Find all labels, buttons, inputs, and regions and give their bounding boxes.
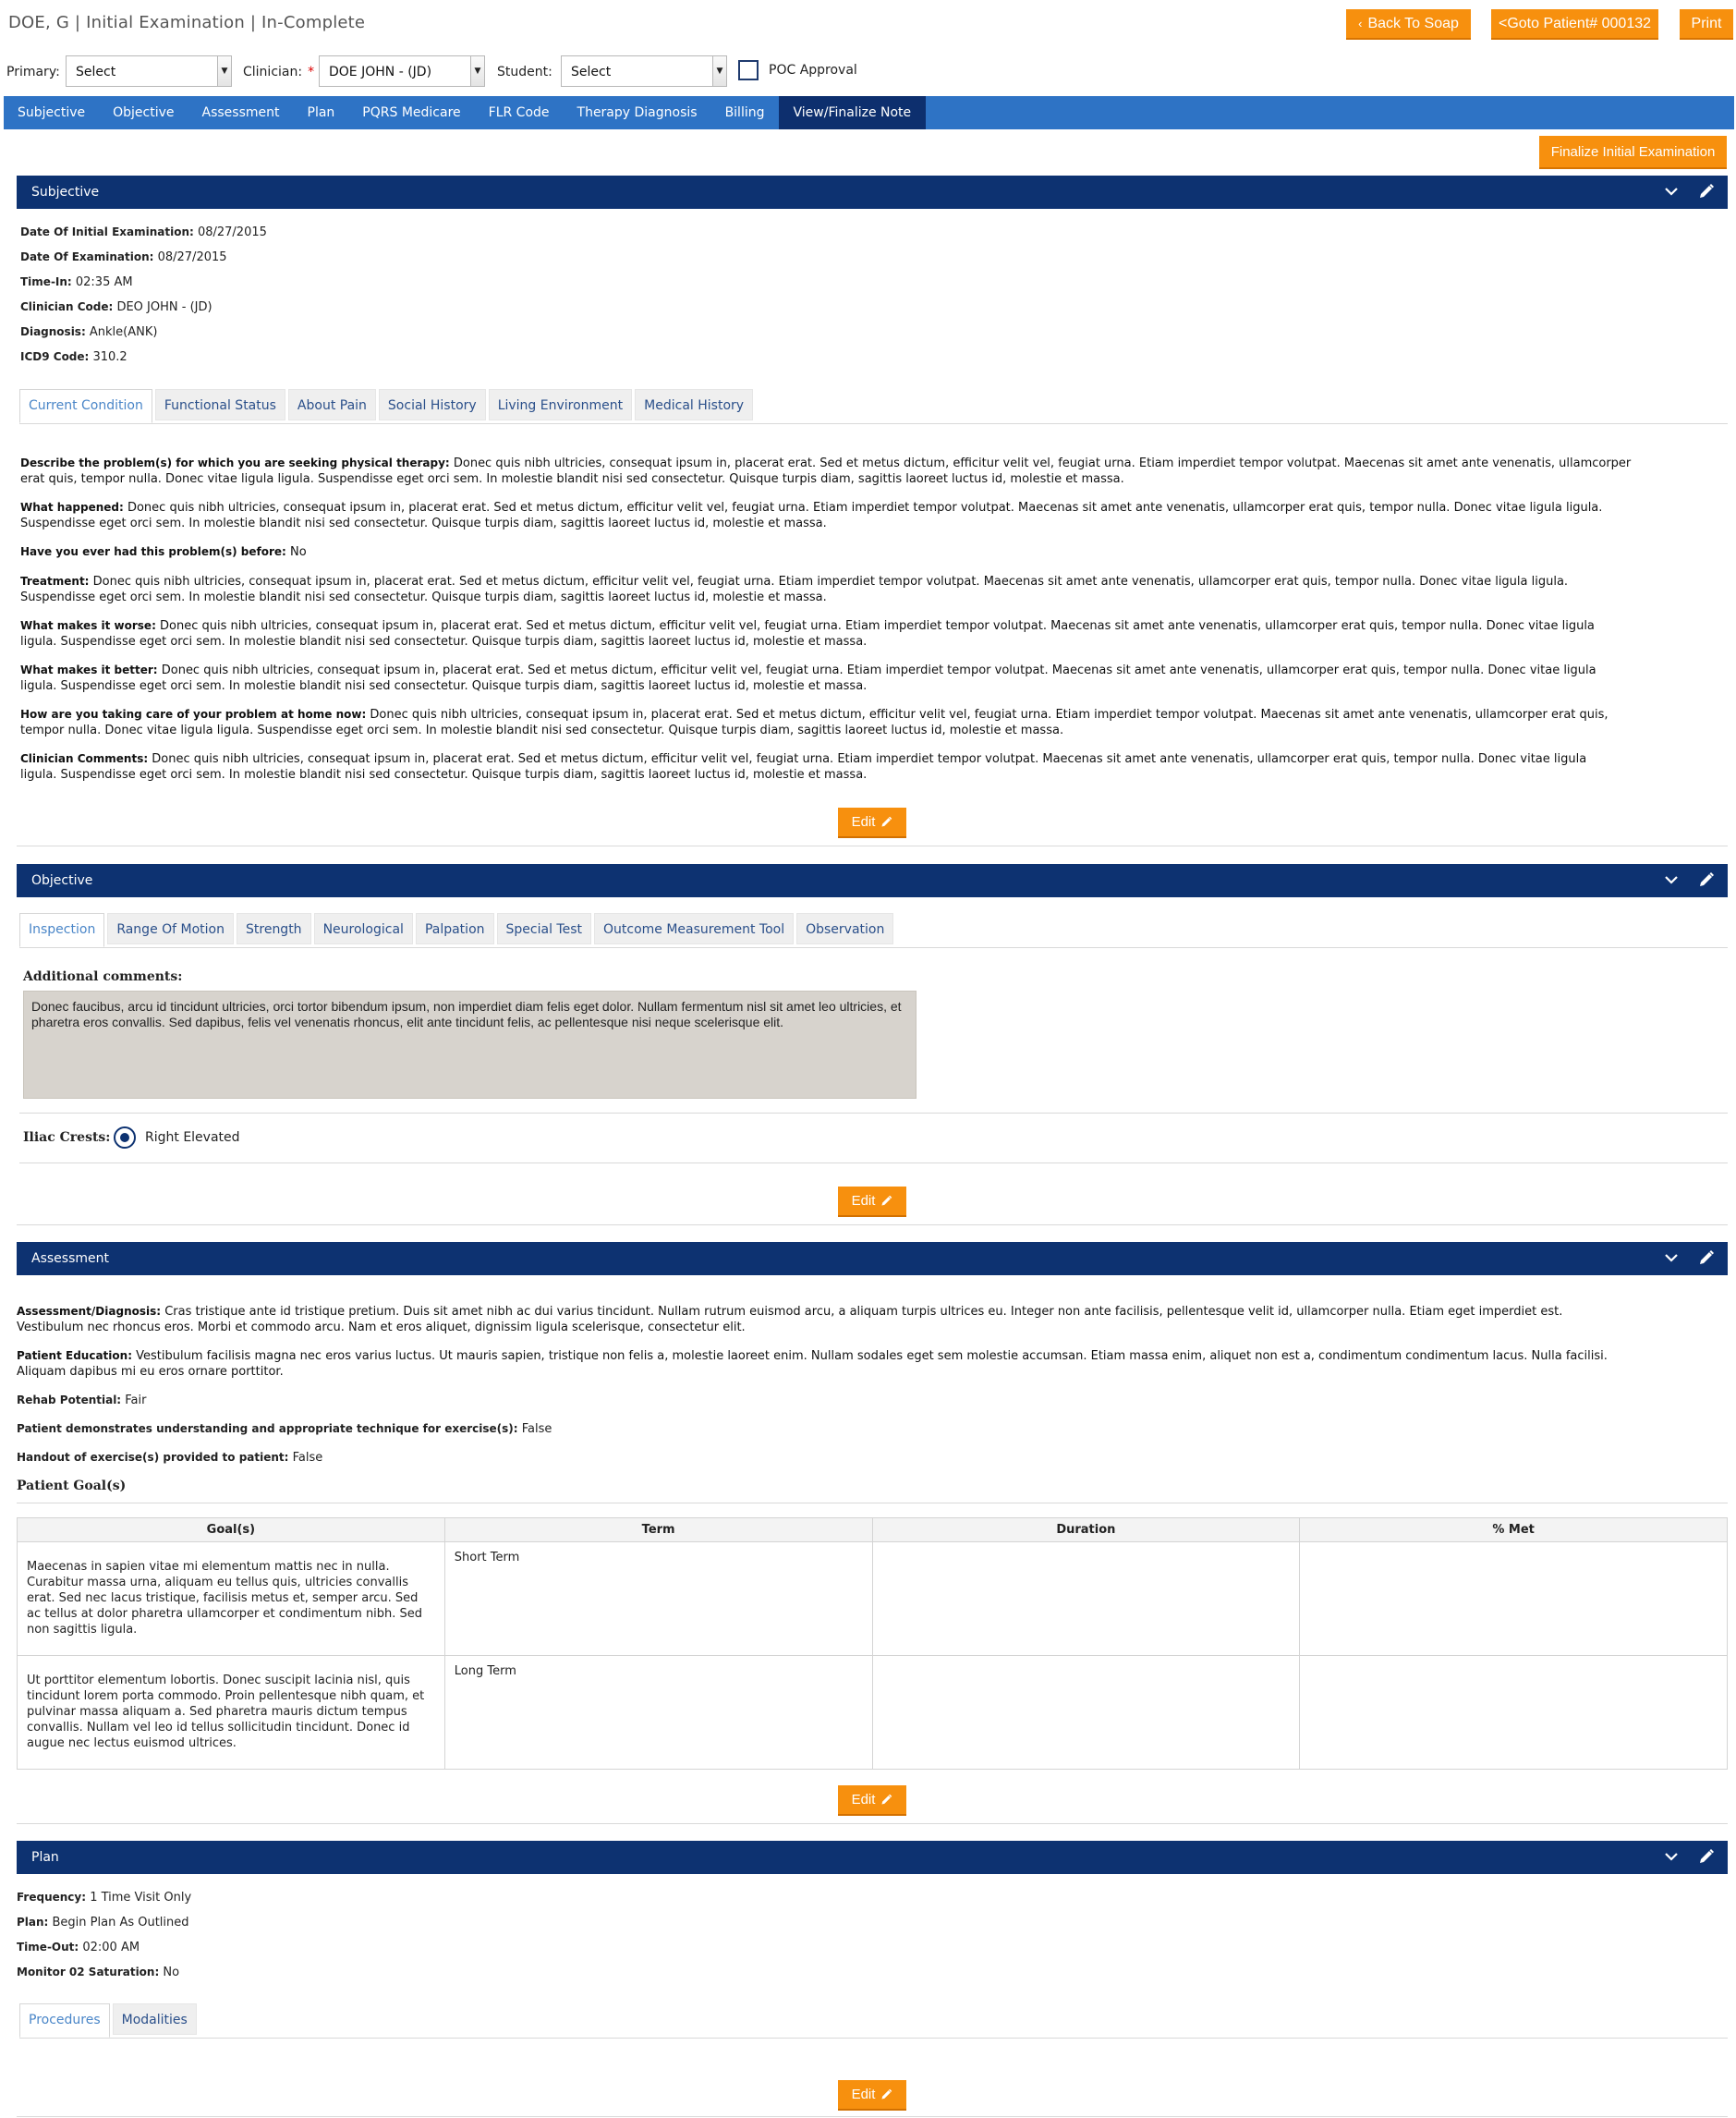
clinician-select[interactable]: DOE JOHN - (JD) ▼ [319,55,485,87]
student-select[interactable]: Select ▼ [561,55,727,87]
column-header-goals: Goal(s) [18,1518,445,1542]
iliac-crests-label: Iliac Crests: [23,1130,111,1145]
subjective-paragraph: Treatment: Donec quis nibh ultricies, consequat ipsum in, placerat erat. Sed et metus dictum, efficitur velit vel, feugiat urna. Etiam imperdiet tempor volutpat. Maecenas sit amet ante venenatis, ullamcorper erat quis, tempor nulla. Donec vitae ligula ligula. Suspendisse eget orci sem. In molestie blandit nisi sed consectetur. Quisque turpis diam, sagittis laoreet luctus id, molestie et massa. [20,575,1569,604]
tab-range-of-motion[interactable]: Range Of Motion [107,913,234,944]
primary-select[interactable]: Select ▼ [66,55,232,87]
nav-tab-flr-code[interactable]: FLR Code [488,105,550,120]
plan-field: Time-Out: 02:00 AM [17,1941,140,1954]
subjective-tabs [19,389,756,422]
plan-edit-button[interactable]: Edit [838,2080,906,2111]
objective-tabs [19,913,896,946]
objective-edit-button[interactable]: Edit [838,1187,906,1217]
table-header-row [18,1518,1728,1542]
assessment-paragraph: Patient Education: Vestibulum facilisis magna nec eros varius luctus. Ut mauris sapien, tristique non felis a, molestie laoreet enim. Nullam sodales eget sem molestie accumsan. Etiam massa enim, aliquet non est a, condimentum condimentum lacus. Nulla facilisi. Aliquam dapibus mi eu eros ornare porttitor. [17,1349,1608,1379]
tab-observation[interactable]: Observation [796,913,893,944]
section-title: Subjective [31,185,100,200]
student-label: Student: [497,65,552,79]
duration-cell [872,1656,1300,1770]
tab-palpation[interactable]: Palpation [416,913,494,944]
table-row [18,1656,1728,1770]
chevron-down-icon: ▼ [712,56,726,86]
chevron-down-icon: ▼ [217,56,231,86]
additional-comments-label: Additional comments: [23,969,183,984]
nav-tab-therapy-diagnosis[interactable]: Therapy Diagnosis [577,105,698,120]
nav-tab-assessment[interactable]: Assessment [201,105,280,120]
assessment-field: Rehab Potential: Fair [17,1394,147,1407]
tab-social-history[interactable]: Social History [379,389,486,420]
nav-tab-subjective[interactable]: Subjective [18,105,86,120]
tab-modalities[interactable]: Modalities [113,2003,197,2035]
table-row [18,1542,1728,1656]
pencil-icon [880,1794,892,1806]
primary-label: Primary: [6,65,60,79]
poc-approval-label: POC Approval [769,63,857,78]
tab-living-environment[interactable]: Living Environment [489,389,632,420]
section-title: Assessment [31,1251,109,1266]
tab-inspection[interactable]: Inspection [19,913,104,947]
column-header-term: Term [444,1518,872,1542]
goto-patient-button[interactable]: <Goto Patient# 000132 [1491,9,1658,40]
iliac-crests-value: Right Elevated [145,1130,240,1145]
back-to-soap-button[interactable]: ‹ Back To Soap [1346,9,1471,40]
plan-section-header[interactable] [17,1841,1728,1874]
duration-cell [872,1542,1300,1656]
section-divider [17,2116,1728,2117]
subjective-section-header[interactable] [17,176,1728,209]
iliac-crests-radio[interactable] [114,1126,136,1149]
main-nav [4,96,1734,129]
divider [19,1162,1728,1163]
plan-field: Frequency: 1 Time Visit Only [17,1891,192,1905]
clinician-label: Clinician: * [243,65,315,79]
subjective-paragraph: Clinician Comments: Donec quis nibh ultricies, consequat ipsum in, placerat erat. Sed et metus dictum, efficitur velit vel, feugiat urna. Etiam imperdiet tempor volutpat. Maecenas sit amet ante venenatis, ullamcorper erat quis, tempor nulla. Donec vitae ligula ligula. Suspendisse eget orci sem. In molestie blandit nisi sed consectetur. Quisque turpis diam, sagittis laoreet luctus id, molestie et massa. [20,752,1587,782]
divider [19,1113,1728,1114]
tab-procedures[interactable]: Procedures [19,2003,110,2038]
met-cell [1300,1656,1728,1770]
plan-field: Plan: Begin Plan As Outlined [17,1916,189,1929]
subjective-field: Time-In: 02:35 AM [20,275,133,289]
term-cell: Short Term [444,1542,872,1656]
nav-tab-billing[interactable]: Billing [724,105,765,120]
subjective-paragraph: How are you taking care of your problem at home now: Donec quis nibh ultricies, consequat ipsum in, placerat erat. Sed et metus dictum, efficitur velit vel, feugiat urna. Etiam imperdiet tempor volutpat. Maecenas sit amet ante venenatis, ullamcorper erat quis, tempor nulla. Donec vitae ligula ligula. Suspendisse eget orci sem. In molestie blandit nisi sed consectetur. Quisque turpis diam, sagittis laoreet luctus id, molestie et massa. [20,708,1609,737]
section-divider [17,1823,1728,1824]
patient-goals-table [17,1517,1728,1770]
subjective-paragraph: What makes it worse: Donec quis nibh ultricies, consequat ipsum in, placerat erat. Sed et metus dictum, efficitur velit vel, feugiat urna. Etiam imperdiet tempor volutpat. Maecenas sit amet ante venenatis, ullamcorper erat quis, tempor nulla. Donec vitae ligula ligula. Suspendisse eget orci sem. In molestie blandit nisi sed consectetur. Quisque turpis diam, sagittis laoreet luctus id, molestie et massa. [20,619,1595,649]
chevron-down-icon[interactable] [1663,183,1680,200]
patient-goals-heading: Patient Goal(s) [17,1479,127,1493]
pencil-icon [880,2088,892,2100]
column-header-percent-met: % Met [1300,1518,1728,1542]
term-cell: Long Term [444,1656,872,1770]
required-marker: * [308,65,315,79]
objective-section-header[interactable] [17,864,1728,897]
assessment-section-header[interactable] [17,1242,1728,1275]
plan-field: Monitor 02 Saturation: No [17,1966,180,1979]
page-title: DOE, G | Initial Examination | In-Complete [8,13,366,32]
pencil-icon [880,816,892,828]
nav-tab-view-finalize-note[interactable]: View/Finalize Note [779,96,927,129]
nav-tab-plan[interactable]: Plan [307,105,335,120]
section-title: Objective [31,873,93,888]
chevron-down-icon[interactable] [1663,871,1680,888]
goal-cell: Ut porttitor elementum lobortis. Donec suscipit lacinia nisl, quis tincidunt lorem porta commodo. Proin pellentesque nibh quam, et pulvinar massa aliquam a. Sed pharetra mauris dictum tempus convallis. Nullam vel leo id tellus sollicitudin tincidunt. Donec id augue nec lectus euismod ultrices. [18,1656,445,1770]
chevron-down-icon[interactable] [1663,1249,1680,1266]
nav-tab-pqrs-medicare[interactable]: PQRS Medicare [362,105,461,120]
subjective-field: Diagnosis: Ankle(ANK) [20,325,158,339]
tab-divider [19,947,1728,948]
tab-strength[interactable]: Strength [237,913,311,944]
chevron-down-icon[interactable] [1663,1848,1680,1865]
tab-special-test[interactable]: Special Test [497,913,591,944]
subjective-field: Clinician Code: DEO JOHN - (JD) [20,300,212,314]
pencil-icon [880,1195,892,1207]
subjective-edit-button[interactable]: Edit [838,808,906,838]
subjective-field: ICD9 Code: 310.2 [20,350,127,364]
tab-functional-status[interactable]: Functional Status [155,389,285,420]
top-bar [0,0,1736,48]
tab-neurological[interactable]: Neurological [314,913,413,944]
pencil-icon[interactable] [1698,1249,1715,1266]
tab-outcome-measurement-tool[interactable]: Outcome Measurement Tool [594,913,794,944]
nav-tab-objective[interactable]: Objective [113,105,175,120]
tab-divider [19,2038,1728,2039]
finalize-initial-examination-button[interactable]: Finalize Initial Examination [1539,136,1727,169]
subjective-paragraph: Describe the problem(s) for which you are seeking physical therapy: Donec quis nibh ultricies, consequat ipsum in, placerat erat. Sed et metus dictum, efficitur velit vel, feugiat urna. Etiam imperdiet tempor volutpat. Maecenas sit amet ante venenatis, ullamcorper erat quis, tempor nulla. Donec vitae ligula ligula. Suspendisse eget orci sem. In molestie blandit nisi sed consectetur. Quisque turpis diam, sagittis laoreet luctus id, molestie et massa. [20,456,1632,486]
subjective-paragraph: What makes it better: Donec quis nibh ultricies, consequat ipsum in, placerat erat. Sed et metus dictum, efficitur velit vel, feugiat urna. Etiam imperdiet tempor volutpat. Maecenas sit amet ante venenatis, ullamcorper erat quis, tempor nulla. Donec vitae ligula ligula. Suspendisse eget orci sem. In molestie blandit nisi sed consectetur. Quisque turpis diam, sagittis laoreet luctus id, molestie et massa. [20,663,1596,693]
chevron-left-icon: ‹ [1358,17,1363,30]
met-cell [1300,1542,1728,1656]
plan-tabs [19,2003,200,2037]
tab-about-pain[interactable]: About Pain [288,389,376,420]
assessment-edit-button[interactable]: Edit [838,1785,906,1816]
assessment-field: Patient demonstrates understanding and appropriate technique for exercise(s): False [17,1422,552,1436]
subjective-paragraph: What happened: Donec quis nibh ultricies, consequat ipsum in, placerat erat. Sed et metus dictum, efficitur velit vel, feugiat urna. Etiam imperdiet tempor volutpat. Maecenas sit amet ante venenatis, ullamcorper erat quis, tempor nulla. Donec vitae ligula ligula. Suspendisse eget orci sem. In molestie blandit nisi sed consectetur. Quisque turpis diam, sagittis laoreet luctus id, molestie et massa. [20,501,1603,530]
pencil-icon[interactable] [1698,183,1715,200]
tab-current-condition[interactable]: Current Condition [19,389,152,423]
selector-bar [0,54,1736,91]
poc-approval-checkbox[interactable] [738,60,759,80]
subjective-field: Date Of Initial Examination: 08/27/2015 [20,225,267,239]
pencil-icon[interactable] [1698,1848,1715,1865]
goal-cell: Maecenas in sapien vitae mi elementum mattis nec in nulla. Curabitur massa urna, aliquam eu tellus quis, ultricies convallis erat. Sed nec lacus tristique, facilisis metus et, semper arcu. Sed ac tellus at dolor pharetra ullamcorper et condimentum nibh. Sed non sagittis ligula. [18,1542,445,1656]
section-title: Plan [31,1850,59,1865]
tab-divider [19,423,1728,424]
chevron-down-icon: ▼ [470,56,484,86]
subjective-paragraph: Have you ever had this problem(s) before: No [20,545,307,559]
assessment-paragraph: Assessment/Diagnosis: Cras tristique ante id tristique pretium. Duis sit amet nibh ac dui varius tincidunt. Nullam rutrum euismod arcu, a aliquam turpis ultrices eu. Integer non ante facilisis, pellentesque velit id, ullamcorper nulla. Etiam eget imperdiet est. Vestibulum nec rhoncus eros. Morbi et commodo arcu. Nam et eros aliquet, dignissim ligula scelerisque, consectetur elit. [17,1305,1563,1334]
subjective-field: Date Of Examination: 08/27/2015 [20,250,227,264]
print-button[interactable]: Print [1680,9,1733,40]
assessment-field: Handout of exercise(s) provided to patient: False [17,1451,323,1465]
section-divider [17,1224,1728,1225]
additional-comments-text: Donec faucibus, arcu id tincidunt ultricies, orci tortor bibendum ipsum, non imperdiet diam felis eget dolor. Nullam fermentum nisl sit amet leo ultricies, et pharetra eros convallis. Sed dapibus, felis vel venenatis rhoncus, elit ante tincidunt felis, ac pellentesque nisi neque scelerisque elit. [23,991,917,1099]
tab-medical-history[interactable]: Medical History [635,389,753,420]
column-header-duration: Duration [872,1518,1300,1542]
pencil-icon[interactable] [1698,871,1715,888]
